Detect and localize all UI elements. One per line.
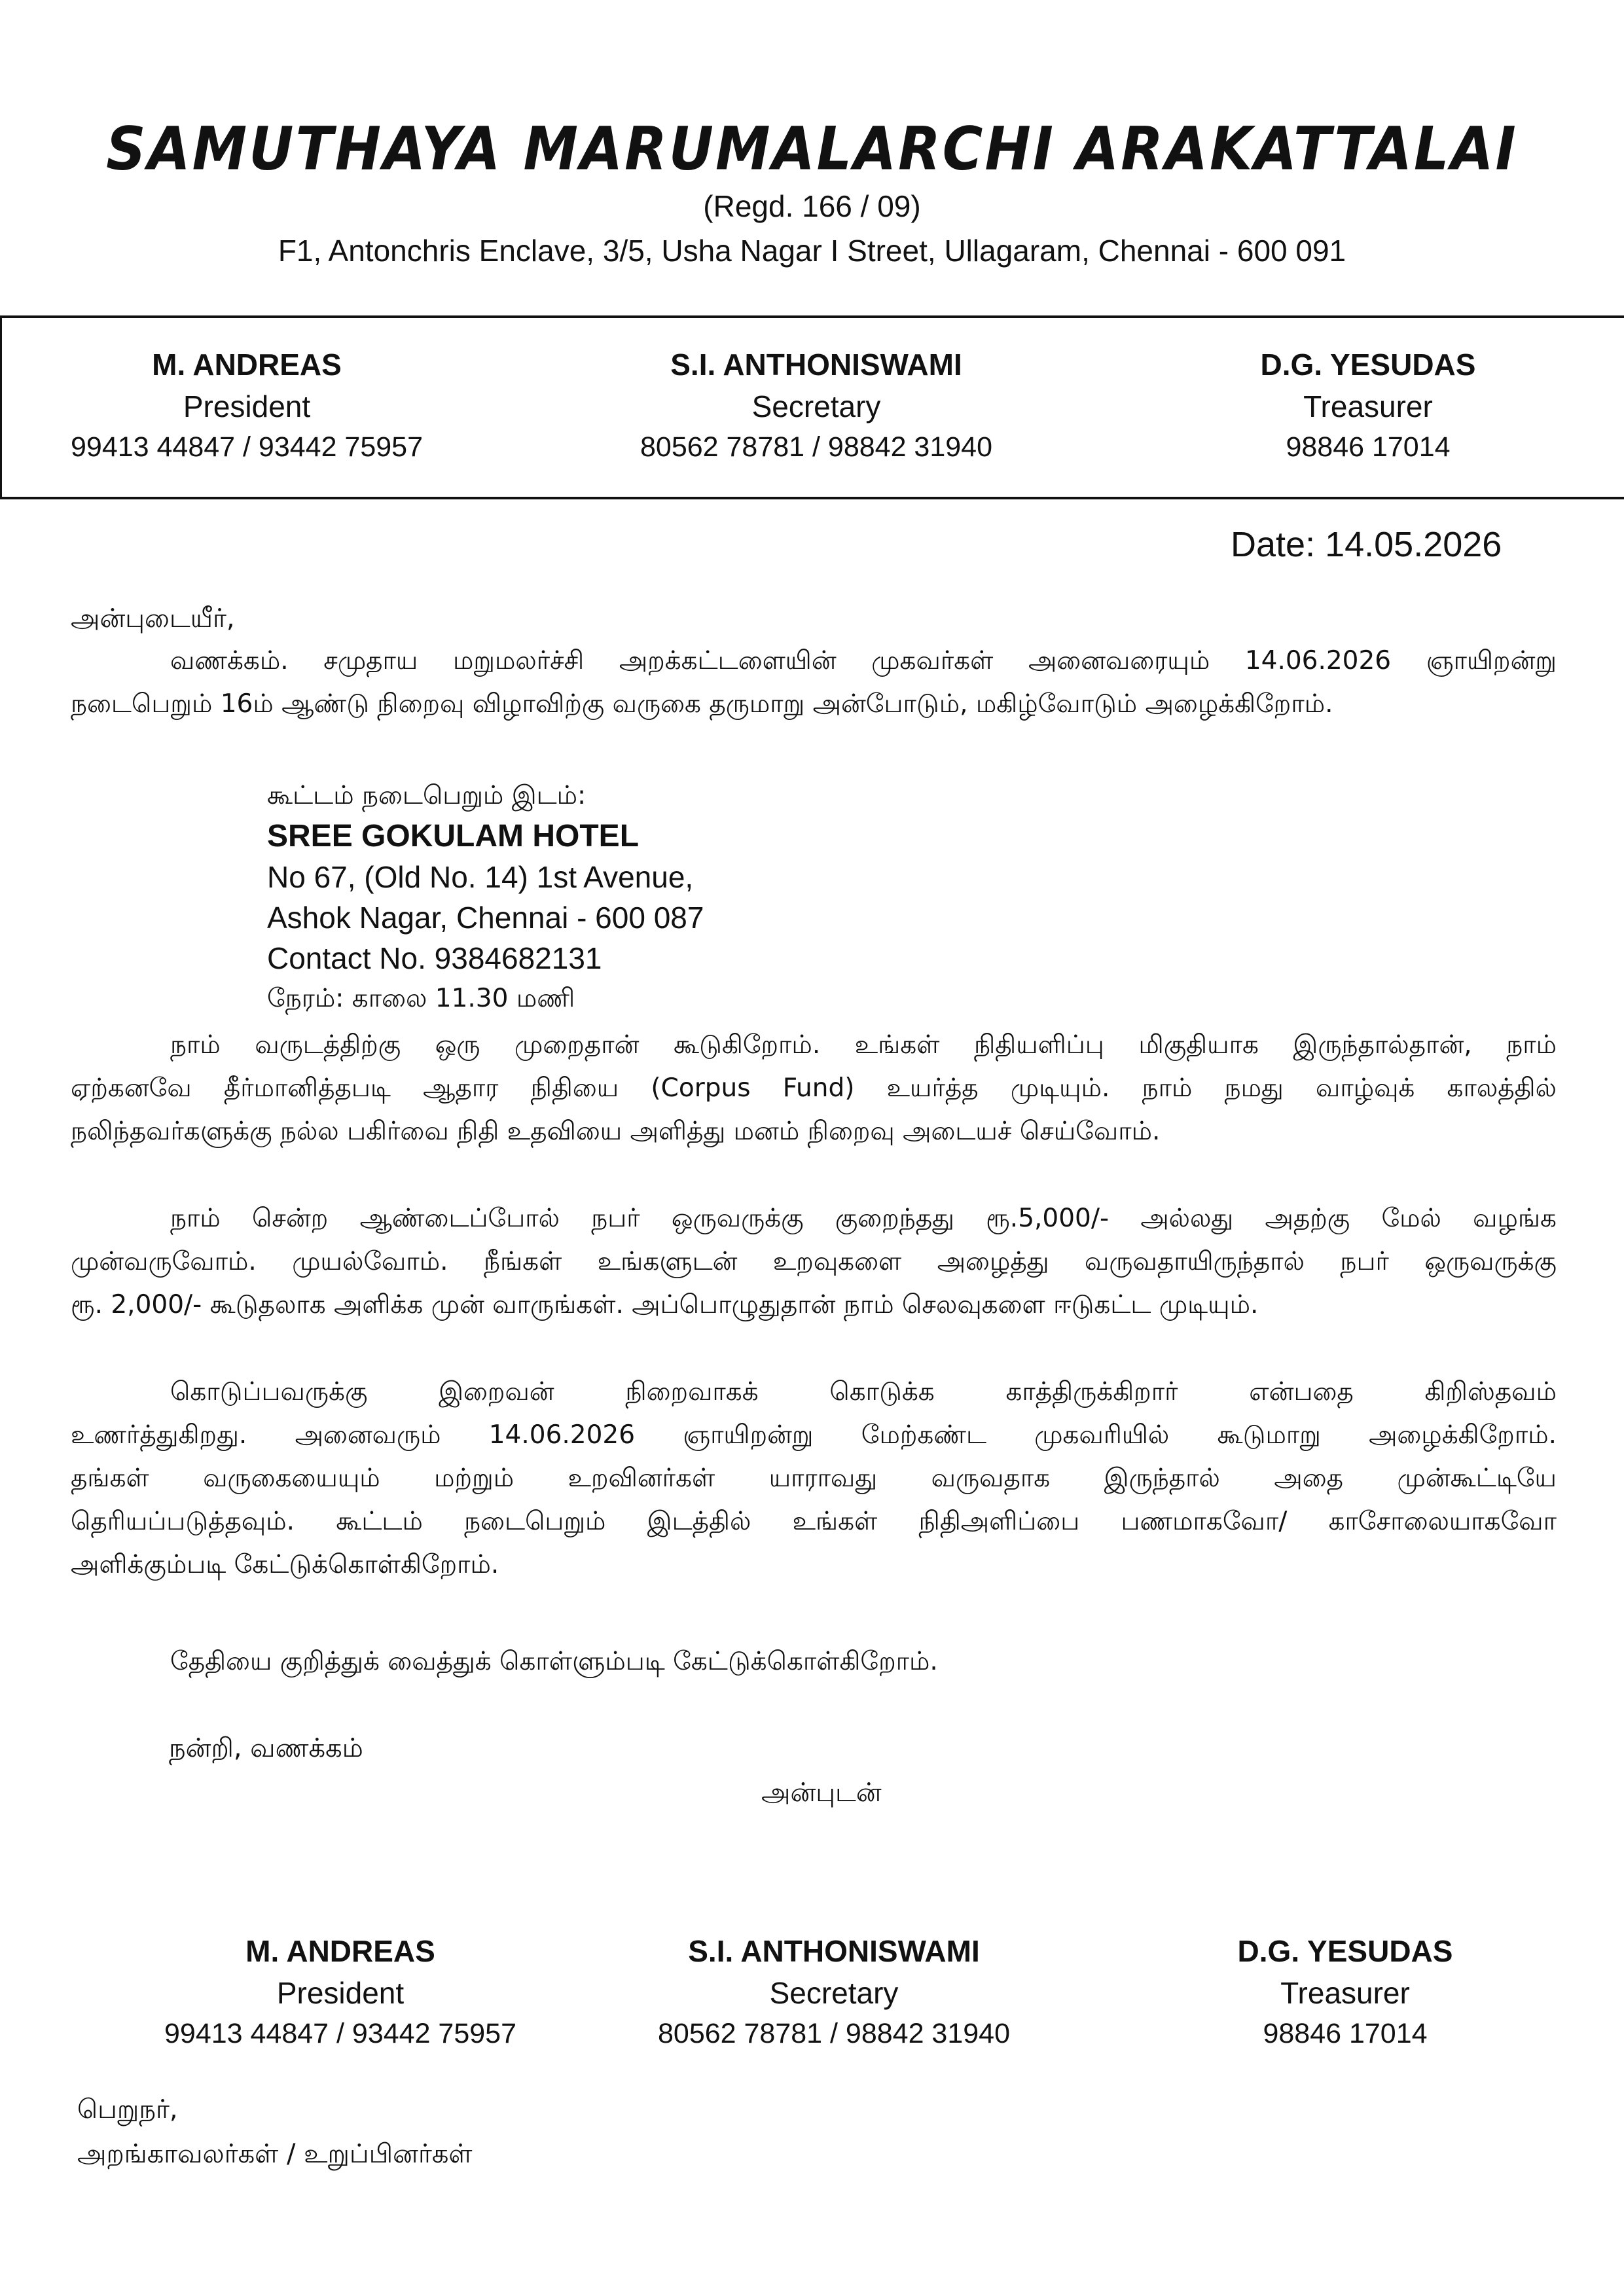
venue-hotel-name: SREE GOKULAM HOTEL <box>267 819 640 853</box>
officer-role: President <box>276 1976 405 2010</box>
recipient-value: அறங்காவலர்கள் / உறுப்பினர்கள் <box>77 2139 473 2169</box>
paragraph-line: ரூ. 2,000/- கூடுதலாக அளிக்க முன் வாருங்கள். அப்பொழுதுதான் நாம் செலவுகளை ஈடுகட்ட முடியும். <box>71 1290 1259 1319</box>
venue-time: நேரம்: காலை 11.30 மணி <box>267 984 575 1013</box>
officer-secretary <box>581 350 1052 461</box>
officer-name: M. ANDREAS <box>245 1934 435 1968</box>
signature-secretary <box>598 1936 1070 2048</box>
paragraph-line: கொடுப்பவருக்கு இறைவன் நிறைவாகக் கொடுக்க காத்திருக்கிறார் என்பதை கிறிஸ்தவம் <box>170 1377 1557 1407</box>
venue-address-line: Ashok Nagar, Chennai - 600 087 <box>267 901 704 935</box>
officer-treasurer <box>1132 350 1604 461</box>
paragraph-line: நாம் வருடத்திற்கு ஒரு முறைதான் கூடுகிறோம். உங்கள் நிதியளிப்பு மிகுதியாக இருந்தால்தான், நாம் <box>170 1030 1557 1060</box>
recipient-label: பெறுநர், <box>77 2094 178 2125</box>
paragraph-save-date <box>71 1640 1557 1683</box>
officer-name: S.I. ANTHONISWAMI <box>688 1934 980 1968</box>
paragraph-line: ஏற்கனவே தீர்மானித்தபடி ஆதார நிதியை (Corpus Fund) உயர்த்த முடியும். நாம் நமது வாழ்வுக் காலத்தில் <box>71 1073 1557 1103</box>
paragraph-line: அளிக்கும்படி கேட்டுக்கொள்கிறோம். <box>71 1550 499 1579</box>
officer-name: M. ANDREAS <box>152 348 342 382</box>
paragraph-line: வணக்கம். சமுதாய மறுமலர்ச்சி அறக்கட்டளையின் முகவர்கள் அனைவரையும் 14.06.2026 ஞாயிறன்று <box>170 646 1557 675</box>
officer-role: Secretary <box>769 1976 899 2010</box>
letter-date: Date: 14.05.2026 <box>1231 525 1502 564</box>
signature-president <box>105 1936 576 2048</box>
closing-thanks: நன்றி, வணக்கம் <box>169 1733 363 1763</box>
officer-name: S.I. ANTHONISWAMI <box>670 348 962 382</box>
officer-name: D.G. YESUDAS <box>1260 348 1476 382</box>
officer-president <box>11 350 482 461</box>
paragraph-line: நாம் சென்ற ஆண்டைப்போல் நபர் ஒருவருக்கு குறைந்தது ரூ.5,000/- அல்லது அதற்கு மேல் வழங்க <box>170 1204 1557 1233</box>
officer-phone: 98846 17014 <box>1286 431 1451 463</box>
officer-phone: 80562 78781 / 98842 31940 <box>640 431 993 463</box>
paragraph-line: நலிந்தவர்களுக்கு நல்ல பகிர்வை நிதி உதவியை அளித்து மனம் நிறைவு அடையச் செய்வோம். <box>71 1117 1161 1146</box>
salutation: அன்புடையீர், <box>71 603 235 634</box>
paragraph-invitation <box>71 639 1557 726</box>
paragraph-corpus-fund <box>71 1024 1557 1153</box>
paragraph-line: உணர்த்துகிறது. அனைவரும் 14.06.2026 ஞாயிறன்று மேற்கண்ட முகவரியில் கூடுமாறு அழைக்கிறோம். <box>71 1420 1557 1450</box>
organization-name: SAMUTHAYA MARUMALARCHI ARAKATTALAI <box>106 114 1518 183</box>
paragraph-contribution <box>71 1197 1557 1327</box>
paragraph-line: முன்வருவோம். முயல்வோம். நீங்கள் உங்களுடன் உறவுகளை அழைத்து வருவதாயிருந்தால் நபர் ஒருவருக்கு <box>71 1247 1557 1276</box>
venue-details <box>267 776 704 1019</box>
venue-label: கூட்டம் நடைபெறும் இடம்: <box>267 781 586 810</box>
registration-number: (Regd. 166 / 09) <box>703 189 921 223</box>
paragraph-line: தேதியை குறித்துக் வைத்துக் கொள்ளும்படி கேட்டுக்கொள்கிறோம். <box>170 1647 938 1676</box>
venue-contact: Contact No. 9384682131 <box>267 941 602 975</box>
closing-with-love: அன்புடன் <box>761 1778 882 1808</box>
officer-role: Treasurer <box>1303 389 1433 423</box>
signature-treasurer <box>1110 1936 1581 2048</box>
paragraph-line: தங்கள் வருகையையும் மற்றும் உறவினர்கள் யாராவது வருவதாக இருந்தால் அதை முன்கூட்டியே <box>71 1463 1557 1493</box>
officer-role: President <box>183 389 311 423</box>
venue-address-line: No 67, (Old No. 14) 1st Avenue, <box>267 860 694 894</box>
paragraph-line: நடைபெறும் 16ம் ஆண்டு நிறைவு விழாவிற்கு வருகை தருமாறு அன்போடும், மகிழ்வோடும் அழைக்கிறோம். <box>71 689 1333 719</box>
officer-phone: 80562 78781 / 98842 31940 <box>657 2018 1011 2049</box>
paragraph-line: தெரியப்படுத்தவும். கூட்டம் நடைபெறும் இடத்தில் உங்கள் நிதிஅளிப்பை பணமாகவோ/ காசோலையாகவோ <box>71 1507 1557 1536</box>
officer-phone: 99413 44847 / 93442 75957 <box>70 431 424 463</box>
officer-role: Secretary <box>751 389 881 423</box>
officer-role: Treasurer <box>1280 1976 1410 2010</box>
officers-box <box>0 315 1624 499</box>
officer-phone: 99413 44847 / 93442 75957 <box>164 2018 517 2049</box>
paragraph-giving <box>71 1371 1557 1587</box>
organization-address: F1, Antonchris Enclave, 3/5, Usha Nagar I Street, Ullagaram, Chennai - 600 091 <box>278 234 1346 268</box>
officer-name: D.G. YESUDAS <box>1237 1934 1453 1968</box>
officer-phone: 98846 17014 <box>1263 2018 1428 2049</box>
